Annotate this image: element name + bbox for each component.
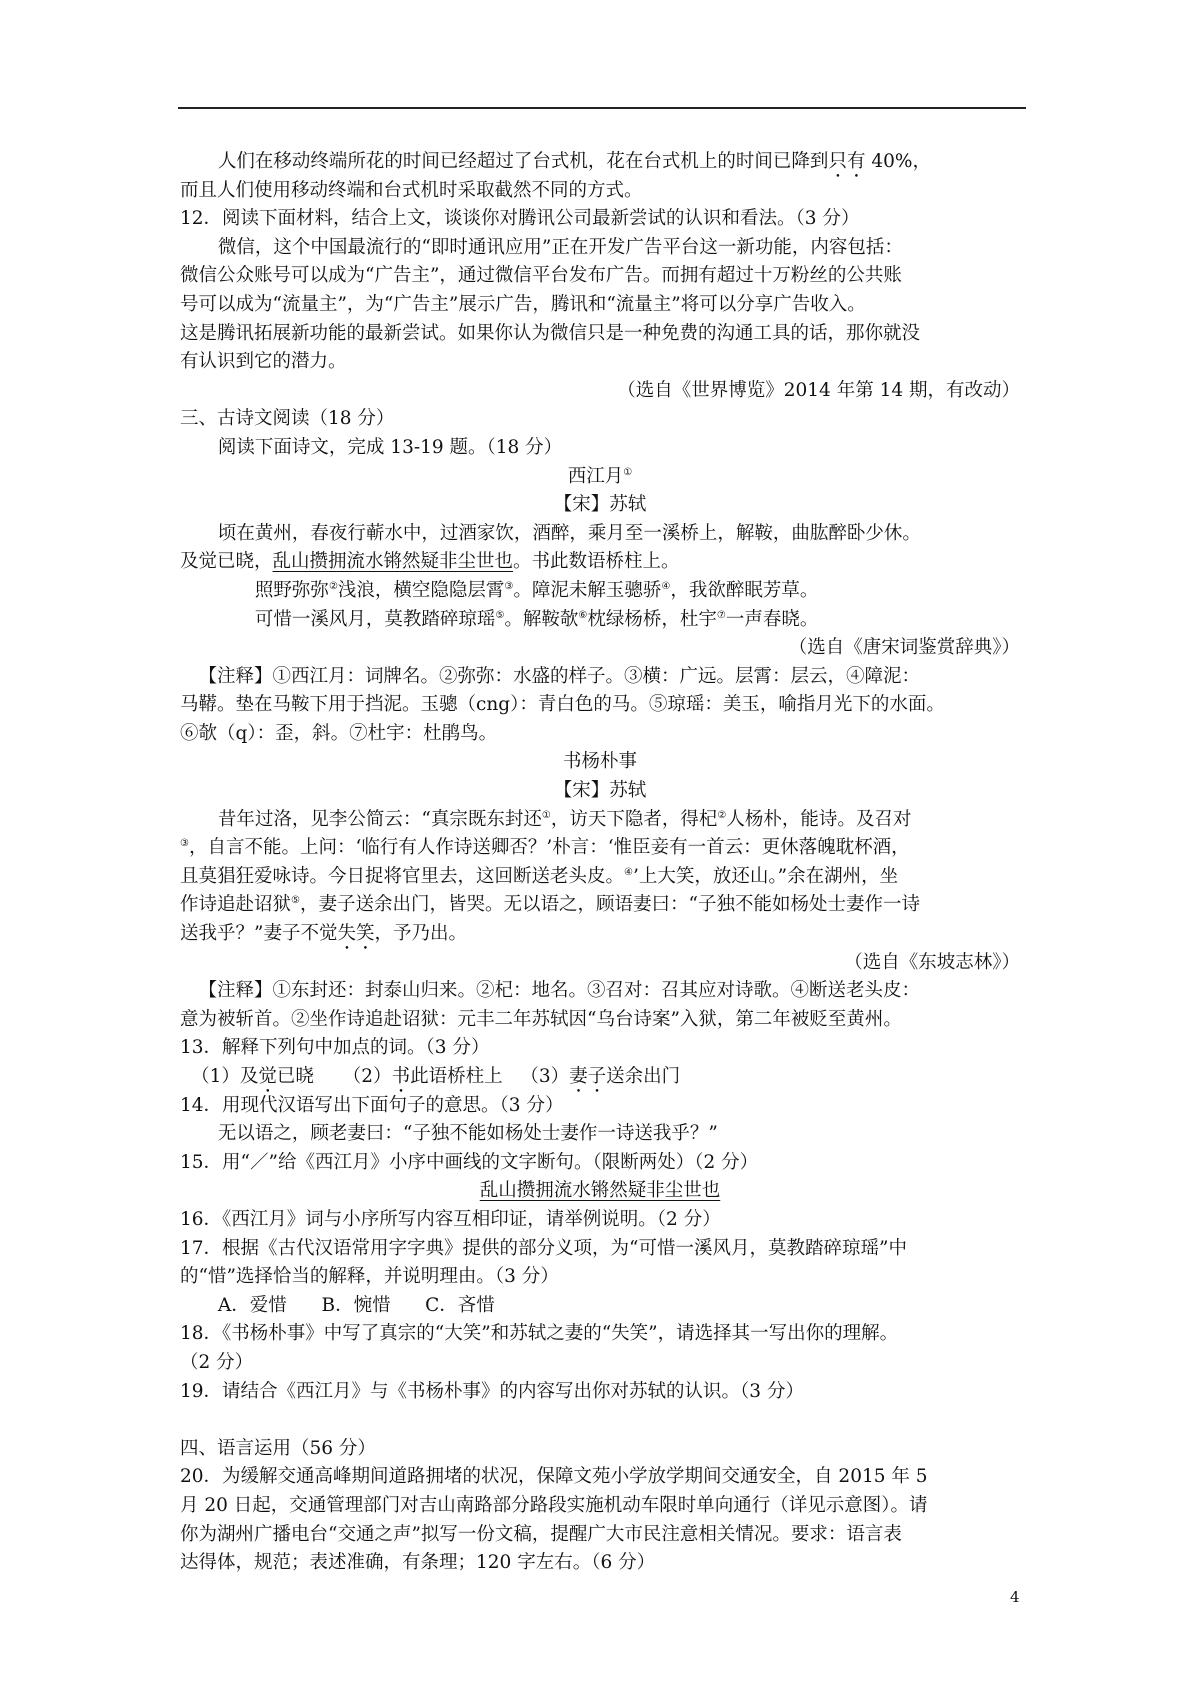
intro-line-1: 人们在移动终端所花的时间已经超过了台式机，花在台式机上的时间已降到只有 40%， — [217, 151, 931, 172]
option-a: A．爱惜 — [217, 1294, 287, 1316]
q13-items: （1）及觉已晓 （2）书此语桥柱上 （3）妻子送余出门 — [191, 1066, 681, 1087]
exam-page — [180, 148, 1020, 1578]
q20-line: 你为湖州广播电台“交通之声”拟写一份文稿，提醒广大市民注意相关情况。要求：语言表 — [180, 1523, 902, 1545]
prose-line-4: 作诗追赴诏狱⑤，妻子送余出门，皆哭。无以语之，顾语妻曰：“子独不能如杨处士妻作一诗 — [180, 894, 920, 916]
footnote-mark: ① — [623, 466, 633, 478]
q12-material-line: 微信，这个中国最流行的“即时通讯应用”正在开发广告平台这一新功能，内容包括： — [217, 236, 903, 258]
q17-options — [180, 1292, 1020, 1321]
underlined-phrase: 乱山攒拥流水锵然疑非尘世也 — [272, 551, 514, 573]
q18-question-line-2: （2 分） — [180, 1351, 254, 1373]
q19-question: 19．请结合《西江月》与《书杨朴事》的内容写出你对苏轼的认识。（3 分） — [180, 1380, 804, 1402]
prose-line-1: 昔年过洛，见李公简云：“真宗既东封还①，访天下隐者，得杞②人杨朴，能诗。及召对 — [217, 808, 912, 830]
q12-material-line: 号可以成为“流量主”，为“广告主”展示广告，腾讯和“流量主”将可以分享广告收入。 — [180, 293, 866, 315]
poem-source: （选自《唐宋词鉴赏辞典》） — [788, 637, 1020, 659]
q20-line: 月 20 日起，交通管理部门对吉山南路部分路段实施机动车限时单向通行（详见示意图）。请 — [180, 1494, 928, 1516]
header-rule — [178, 107, 1026, 109]
poem-preface-line-1: 顷在黄州，春夜行蕲水中，过酒家饮，酒醉，乘月至一溪桥上，解鞍，曲肱醉卧少休。 — [217, 522, 921, 544]
poem-preface-line-2: 及觉已晓，乱山攒拥流水锵然疑非尘世也。书此数语桥柱上。 — [180, 551, 680, 573]
emphasized-word: 只有 — [828, 151, 866, 172]
q12-material-line: 有认识到它的潜力。 — [180, 351, 347, 373]
q20-line: 20．为缓解交通高峰期间道路拥堵的状况，保障文苑小学放学期间交通安全，自 2015 年 5 — [180, 1466, 928, 1488]
q12-material-line: 这是腾讯拓展新功能的最新尝试。如果你认为微信只是一种免费的沟通工具的话，那你就没 — [180, 322, 921, 344]
q14-question: 14．用现代汉语写出下面句子的意思。（3 分） — [180, 1094, 564, 1116]
poem-notes-line: ⑥欹（q）：歪，斜。⑦杜宇：杜鹃鸟。 — [180, 722, 498, 744]
poem-verse-1: 照野弥弥②浅浪，横空隐隐层霄③。障泥未解玉骢骄④，我欲醉眠芳草。 — [254, 579, 819, 601]
q15-question: 15．用“／”给《西江月》小序中画线的文字断句。（限断两处）（2 分） — [180, 1151, 759, 1173]
prose-notes-line: 意为被斩首。②坐作诗追赴诏狱：元丰二年苏轼因“乌台诗案”入狱，第二年被贬至黄州。 — [180, 1008, 902, 1030]
prose-notes-line: 【注释】①东封还：封泰山归来。②杞：地名。③召对：召其应对诗歌。④断送老头皮： — [198, 980, 921, 1002]
section3-instruction: 阅读下面诗文，完成 13-19 题。（18 分） — [217, 436, 563, 458]
q14-sentence: 无以语之，顾老妻曰：“子独不能如杨处士妻作一诗送我乎？” — [217, 1123, 718, 1145]
q16-question: 16．《西江月》词与小序所写内容互相印证，请举例说明。（2 分） — [180, 1208, 721, 1230]
poem-notes-line: 【注释】①西江月：词牌名。②弥弥：水盛的样子。③横：广远。层霄：层云，④障泥： — [198, 665, 921, 687]
prose-line-5: 送我乎？”妻子不觉失笑，予乃出。 — [180, 923, 467, 945]
poem-notes-line: 马鞯。垫在马鞍下用于挡泥。玉骢（cng）：青白色的马。⑤琼瑶：美玉，喻指月光下的水面。 — [180, 694, 945, 716]
section3-heading: 三、古诗文阅读（18 分） — [180, 408, 395, 430]
q15-sentence: 乱山攒拥流水锵然疑非尘世也 — [479, 1180, 721, 1202]
prose-line-3: 且莫猖狂爱咏诗。今日捉将官里去，这回断送老头皮。④’上大笑，放还山。”余在湖州，坐 — [180, 865, 899, 887]
q13-question: 13．解释下列句中加点的词。（3 分） — [180, 1037, 490, 1059]
page-number: 4 — [1010, 1588, 1020, 1606]
prose-title: 书杨朴事 — [562, 751, 637, 773]
prose-author: 【宋】苏轼 — [553, 780, 647, 802]
prose-source: （选自《东坡志林》） — [844, 951, 1020, 973]
poem-verse-2: 可惜一溪风月，莫教踏碎琼瑶⑤。解鞍欹⑥枕绿杨桥，杜宇⑦一声春晓。 — [254, 608, 819, 630]
section4-heading: 四、语言运用（56 分） — [180, 1437, 376, 1459]
poem-author: 【宋】苏轼 — [553, 494, 647, 516]
q17-question-line-2: 的“惜”选择恰当的解释，并说明理由。（3 分） — [180, 1266, 559, 1288]
poem-title: 西江月① — [567, 465, 633, 487]
q12-source: （选自《世界博览》2014 年第 14 期，有改动） — [617, 379, 1020, 401]
prose-line-2: ③，自言不能。上问：‘临行有人作诗送卿否？’朴言：‘惟臣妾有一首云：更休落魄耽杯酒， — [180, 837, 910, 859]
q12-question: 12．阅读下面材料，结合上文，谈谈你对腾讯公司最新尝试的认识和看法。（3 分） — [180, 208, 860, 230]
q20-line: 达得体，规范；表述准确，有条理；120 字左右。（6 分） — [180, 1552, 656, 1574]
option-b: B．惋惜 — [321, 1294, 391, 1316]
q18-question-line-1: 18．《书杨朴事》中写了真宗的“大笑”和苏轼之妻的“失笑”，请选择其一写出你的理解。 — [180, 1323, 899, 1345]
q17-question-line-1: 17．根据《古代汉语常用字字典》提供的部分义项，为“可惜一溪风月，莫教踏碎琼瑶”中 — [180, 1237, 907, 1259]
emphasized-word: 失笑 — [337, 923, 375, 945]
option-c: C．吝惜 — [425, 1294, 495, 1316]
intro-line-2: 而且人们使用移动终端和台式机时采取截然不同的方式。 — [180, 179, 643, 201]
q12-material-line: 微信公众账号可以成为“广告主”，通过微信平台发布广告。而拥有超过十万粉丝的公共账 — [180, 265, 902, 287]
